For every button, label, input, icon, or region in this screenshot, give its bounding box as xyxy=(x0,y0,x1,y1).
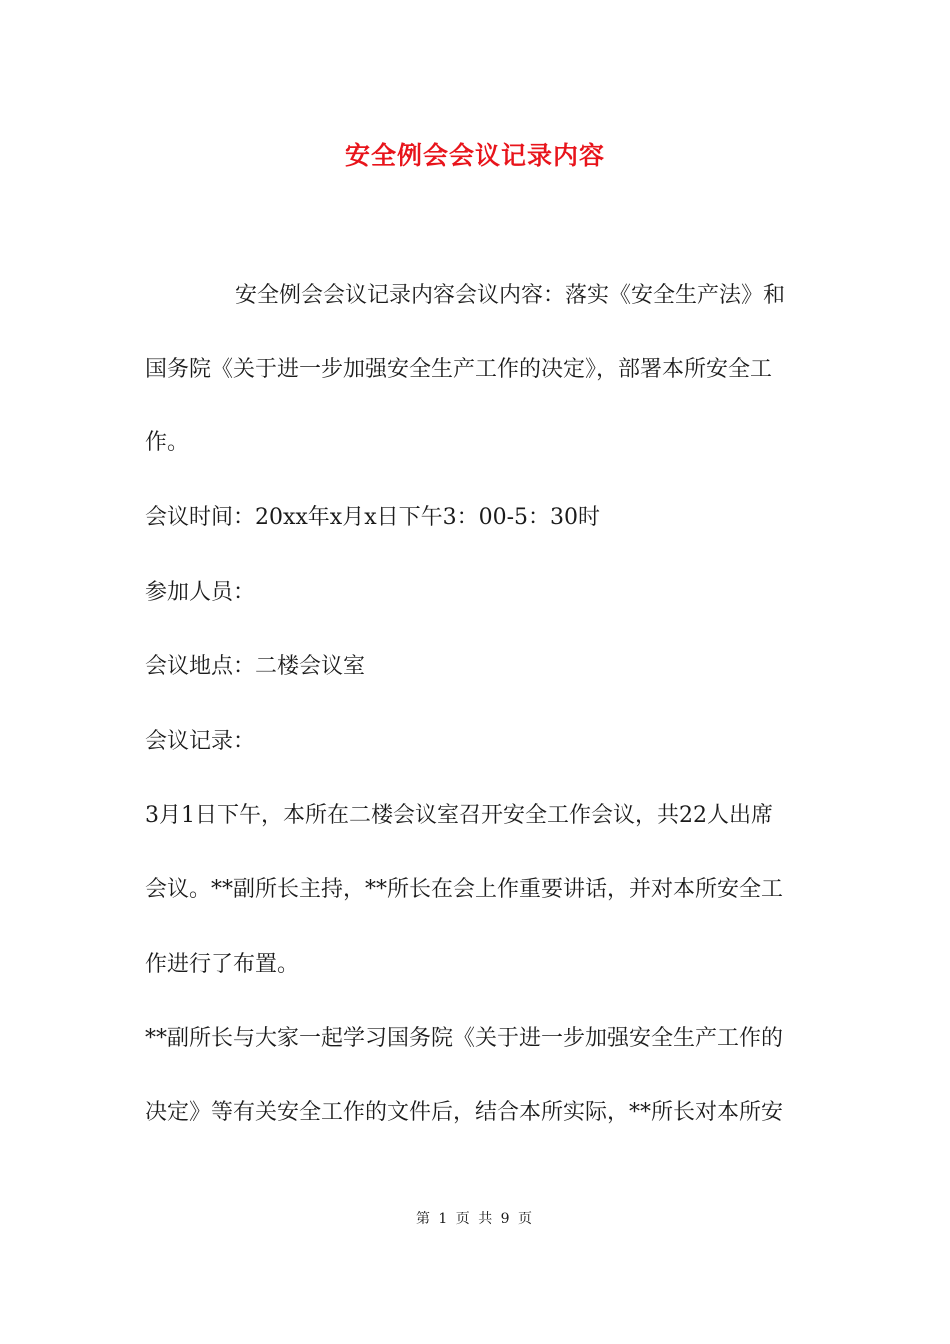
paragraph-line-1: 安全例会会议记录内容会议内容：落实《安全生产法》和 xyxy=(235,283,786,308)
meeting-location-line: 会议地点：二楼会议室 xyxy=(145,654,366,679)
paragraph-line-10: 作进行了布置。 xyxy=(145,952,300,977)
paragraph-line-8: 3月1日下午，本所在二楼会议室召开安全工作会议，共22人出席 xyxy=(145,803,773,828)
paragraph-line-9: 会议。**副所长主持，**所长在会上作重要讲话，并对本所安全工 xyxy=(145,877,784,902)
document-title: 安全例会会议记录内容 xyxy=(344,141,605,170)
paragraph-line-11: **副所长与大家一起学习国务院《关于进一步加强安全生产工作的 xyxy=(145,1026,784,1051)
meeting-time-line: 会议时间：20xx年x月x日下午3：00-5：30时 xyxy=(145,505,601,530)
page-footer: 第 1 页 共 9 页 xyxy=(415,1211,535,1227)
attendees-line: 参加人员： xyxy=(145,580,256,605)
paragraph-line-3: 作。 xyxy=(145,430,190,455)
paragraph-line-12: 决定》等有关安全工作的文件后，结合本所实际，**所长对本所安 xyxy=(145,1100,784,1125)
meeting-record-heading: 会议记录： xyxy=(145,729,256,754)
paragraph-line-2: 国务院《关于进一步加强安全生产工作的决定》，部署本所安全工 xyxy=(145,357,773,382)
